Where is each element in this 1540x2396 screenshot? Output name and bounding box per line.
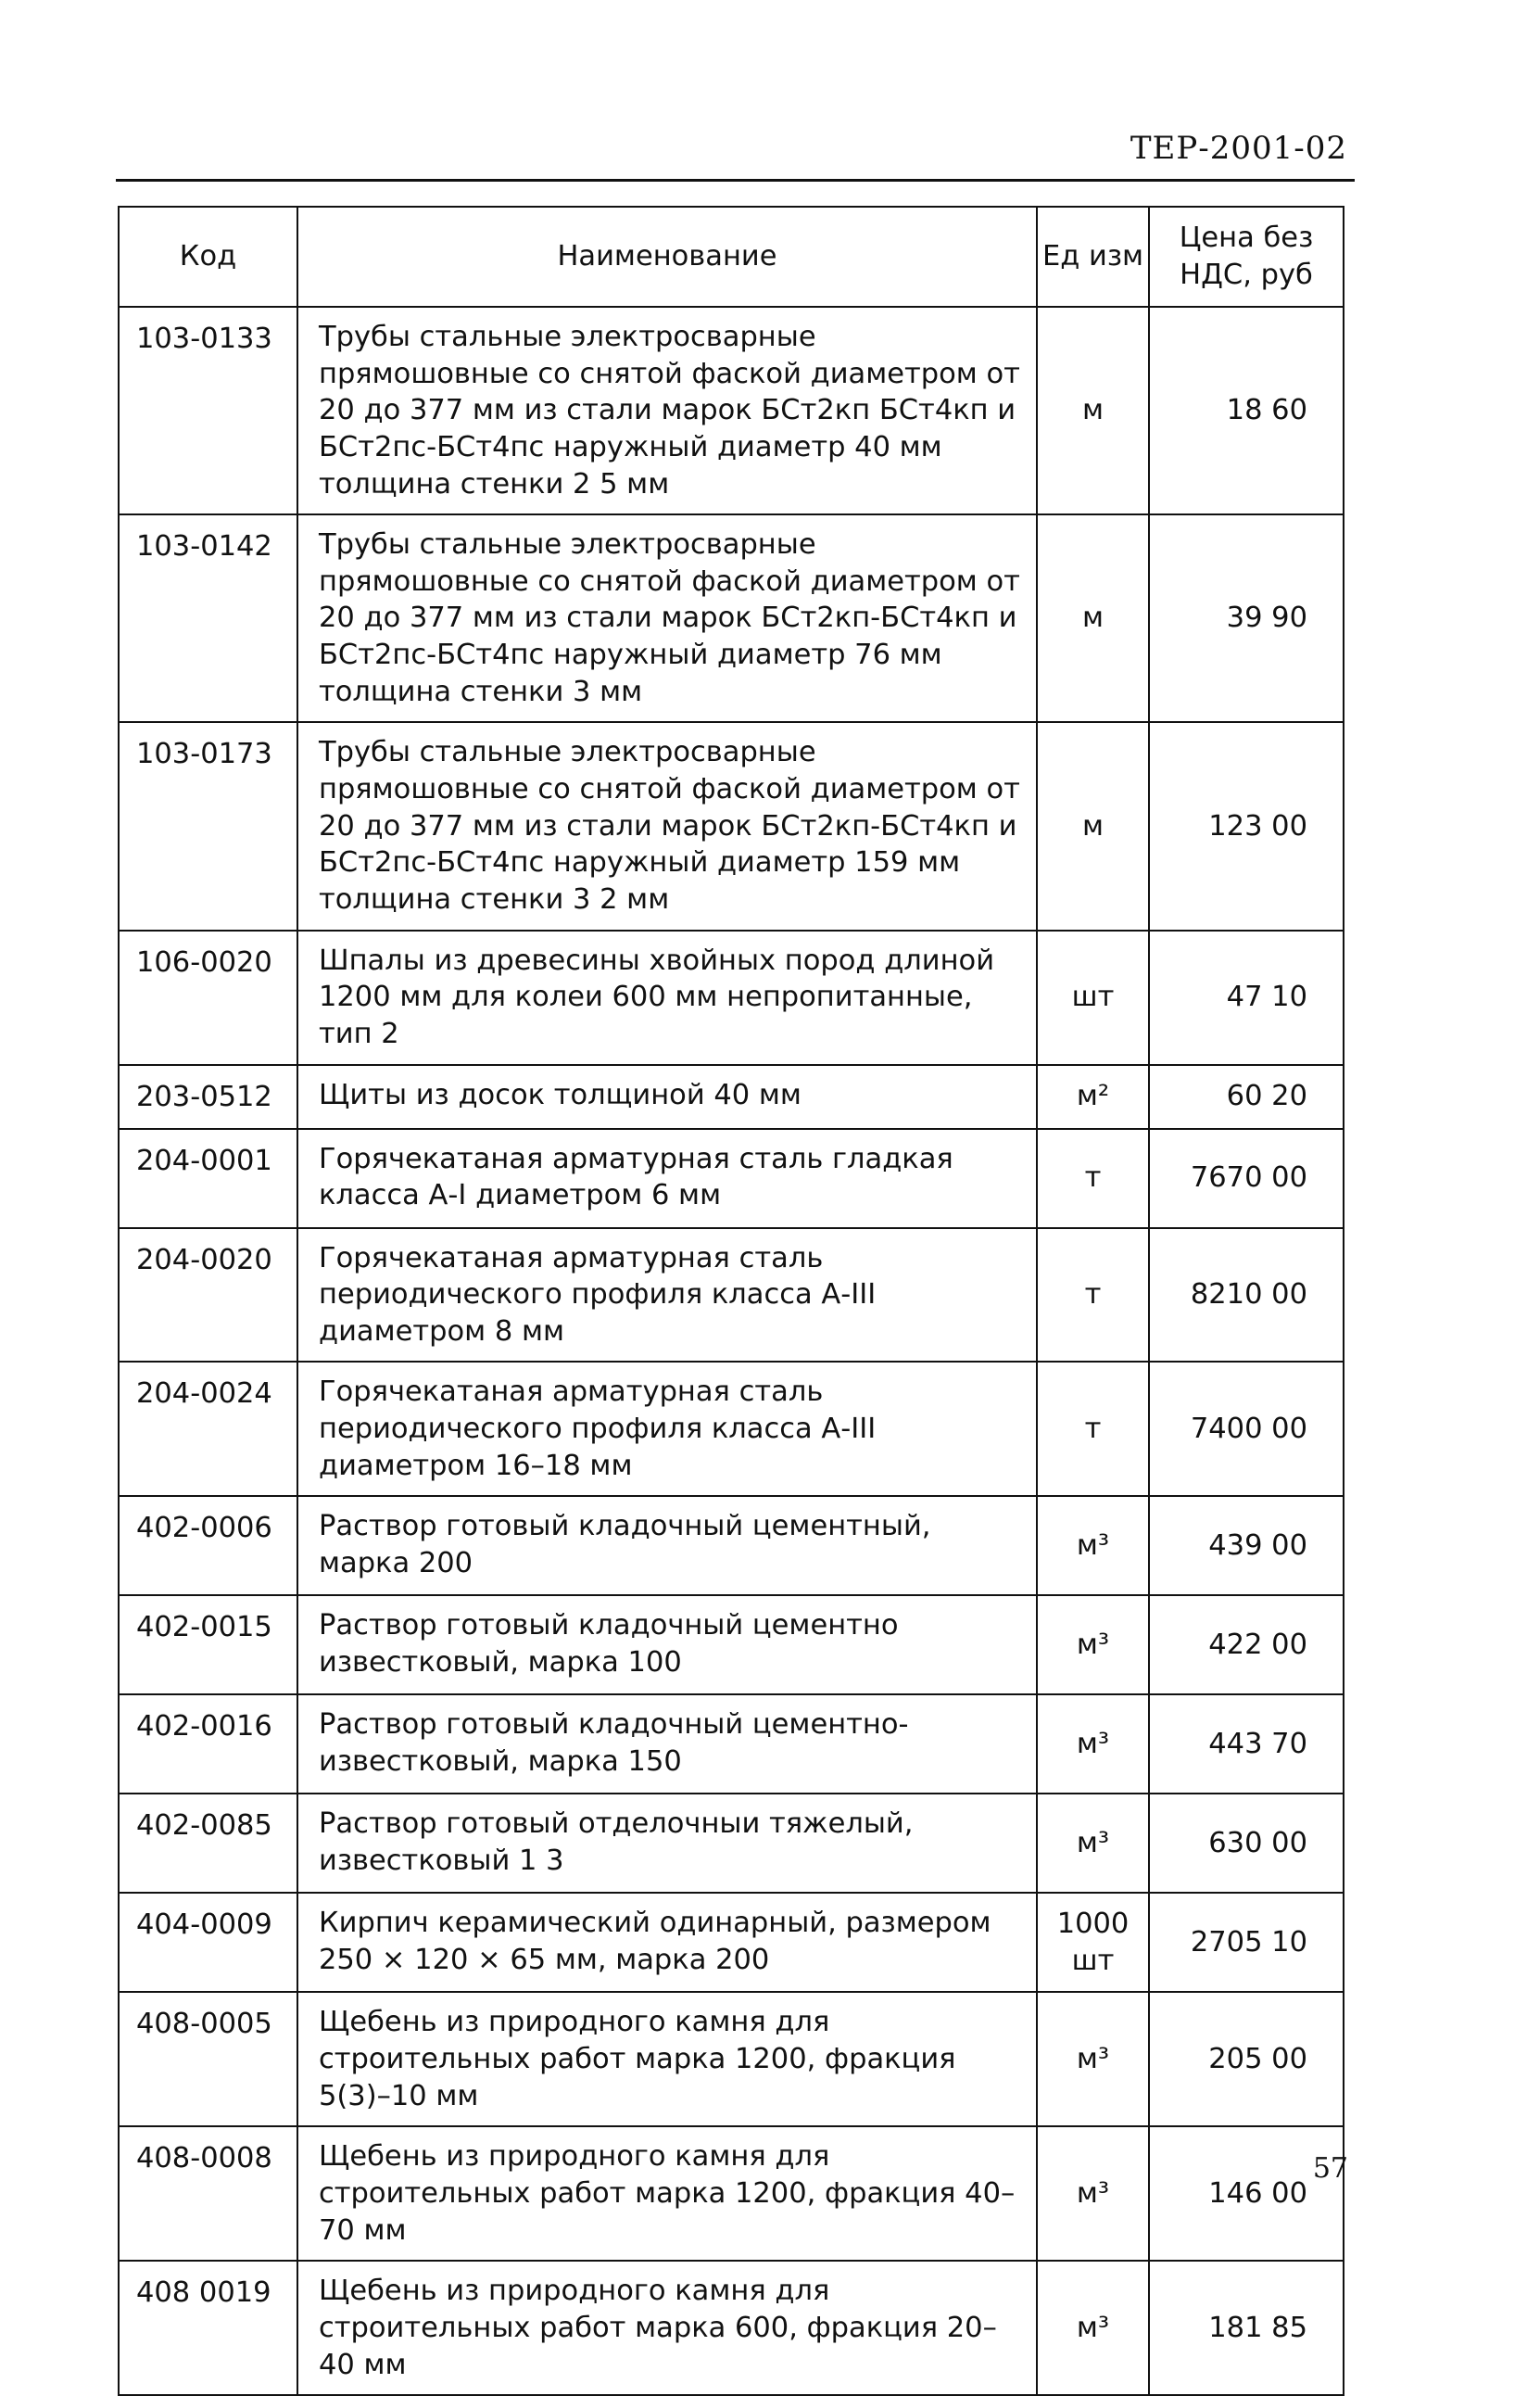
cell-unit: т (1037, 1228, 1149, 1363)
cell-name: Горячекатаная арматурная сталь периодического профиля класса А-III диаметром 16–18 мм (297, 1362, 1037, 1496)
table-row (119, 1065, 1344, 1129)
cell-unit: м³ (1037, 1496, 1149, 1595)
cell-code: 404-0009 (119, 1893, 297, 1992)
header-rule (116, 179, 1355, 182)
cell-unit: м² (1037, 1065, 1149, 1129)
cell-name: Щебень из природного камня для строительных работ марка 1200, фракция 5(3)–10 мм (297, 1992, 1037, 2126)
cell-price: 7670 00 (1149, 1129, 1344, 1228)
column-header-unit: Ед изм (1037, 207, 1149, 307)
cell-name: Раствор готовый отделочныи тяжелый, известковый 1 3 (297, 1794, 1037, 1893)
document-code: ТЕР-2001-02 (1130, 130, 1347, 167)
cell-name: Щебень из природного камня для строительных работ марка 1200, фракция 40–70 мм (297, 2126, 1037, 2261)
cell-unit: м³ (1037, 1794, 1149, 1893)
cell-name: Трубы стальные электросварные прямошовные со снятой фаской диаметром от 20 до 377 мм из стали марок БСт2кп БСт4кп и БСт2пс-БСт4пс наружный диаметр 40 мм толщина стенки 2 5 мм (297, 307, 1037, 514)
cell-code: 203-0512 (119, 1065, 297, 1129)
cell-name: Щебень из природного камня для строительных работ марка 600, фракция 20–40 мм (297, 2261, 1037, 2395)
cell-price: 123 00 (1149, 722, 1344, 930)
table-row (119, 1129, 1344, 1228)
cell-unit: 1000 шт (1037, 1893, 1149, 1992)
table-row (119, 514, 1344, 722)
cell-price: 39 90 (1149, 514, 1344, 722)
cell-unit: м (1037, 722, 1149, 930)
cell-name: Раствор готовый кладочный цементно известковый, марка 100 (297, 1595, 1037, 1694)
cell-unit: м (1037, 514, 1149, 722)
cell-code: 103-0173 (119, 722, 297, 930)
cell-unit: т (1037, 1362, 1149, 1496)
table-row (119, 1595, 1344, 1694)
cell-code: 408-0005 (119, 1992, 297, 2126)
cell-code: 103-0142 (119, 514, 297, 722)
cell-price: 2705 10 (1149, 1893, 1344, 1992)
cell-name: Горячекатаная арматурная сталь периодического профиля класса А-III диаметром 8 мм (297, 1228, 1037, 1363)
cell-name: Кирпич керамический одинарный, размером 250 × 120 × 65 мм, марка 200 (297, 1893, 1037, 1992)
cell-code: 408-0008 (119, 2126, 297, 2261)
cell-price: 422 00 (1149, 1595, 1344, 1694)
column-header-name: Наименование (297, 207, 1037, 307)
cell-price: 60 20 (1149, 1065, 1344, 1129)
cell-price: 439 00 (1149, 1496, 1344, 1595)
table-row (119, 722, 1344, 930)
price-table (118, 206, 1344, 2396)
cell-unit: т (1037, 1129, 1149, 1228)
cell-code: 402-0085 (119, 1794, 297, 1893)
cell-code: 204-0001 (119, 1129, 297, 1228)
cell-name: Раствор готовый кладочный цементный, марка 200 (297, 1496, 1037, 1595)
cell-name: Трубы стальные электросварные прямошовные со снятой фаской диаметром от 20 до 377 мм из стали марок БСт2кп-БСт4кп и БСт2пс-БСт4пс наружный диаметр 76 мм толщина стенки 3 мм (297, 514, 1037, 722)
table-header-row (119, 207, 1344, 307)
cell-unit: м³ (1037, 1992, 1149, 2126)
table-row (119, 1694, 1344, 1794)
cell-price: 630 00 (1149, 1794, 1344, 1893)
cell-price: 7400 00 (1149, 1362, 1344, 1496)
column-header-code: Код (119, 207, 297, 307)
page-number: 57 (1312, 2152, 1348, 2185)
table-row (119, 307, 1344, 514)
cell-code: 204-0024 (119, 1362, 297, 1496)
cell-code: 204-0020 (119, 1228, 297, 1363)
cell-price: 18 60 (1149, 307, 1344, 514)
cell-price: 47 10 (1149, 931, 1344, 1065)
cell-code: 402-0016 (119, 1694, 297, 1794)
cell-code: 408 0019 (119, 2261, 297, 2395)
table-row (119, 2126, 1344, 2261)
cell-price: 146 00 (1149, 2126, 1344, 2261)
table-row (119, 1794, 1344, 1893)
cell-price: 181 85 (1149, 2261, 1344, 2395)
cell-name: Шпалы из древесины хвойных пород длиной 1200 мм для колеи 600 мм непропитанные, тип 2 (297, 931, 1037, 1065)
column-header-price: Цена без НДС, руб (1149, 207, 1344, 307)
table-row (119, 1228, 1344, 1363)
cell-unit: м³ (1037, 1694, 1149, 1794)
cell-name: Горячекатаная арматурная сталь гладкая класса А-I диаметром 6 мм (297, 1129, 1037, 1228)
cell-price: 8210 00 (1149, 1228, 1344, 1363)
table-row (119, 2261, 1344, 2395)
cell-name: Трубы стальные электросварные прямошовные со снятой фаской диаметром от 20 до 377 мм из стали марок БСт2кп-БСт4кп и БСт2пс-БСт4пс наружный диаметр 159 мм толщина стенки 3 2 мм (297, 722, 1037, 930)
cell-code: 402-0015 (119, 1595, 297, 1694)
table-row (119, 1893, 1344, 1992)
cell-unit: м³ (1037, 1595, 1149, 1694)
table-row (119, 1496, 1344, 1595)
table-row (119, 1992, 1344, 2126)
cell-code: 402-0006 (119, 1496, 297, 1595)
cell-unit: м³ (1037, 2126, 1149, 2261)
cell-unit: м³ (1037, 2261, 1149, 2395)
cell-price: 205 00 (1149, 1992, 1344, 2126)
cell-unit: шт (1037, 931, 1149, 1065)
cell-price: 443 70 (1149, 1694, 1344, 1794)
cell-name: Щиты из досок толщиной 40 мм (297, 1065, 1037, 1129)
cell-code: 103-0133 (119, 307, 297, 514)
cell-name: Раствор готовый кладочный цементно-известковый, марка 150 (297, 1694, 1037, 1794)
cell-unit: м (1037, 307, 1149, 514)
table-row (119, 931, 1344, 1065)
table-row (119, 1362, 1344, 1496)
cell-code: 106-0020 (119, 931, 297, 1065)
